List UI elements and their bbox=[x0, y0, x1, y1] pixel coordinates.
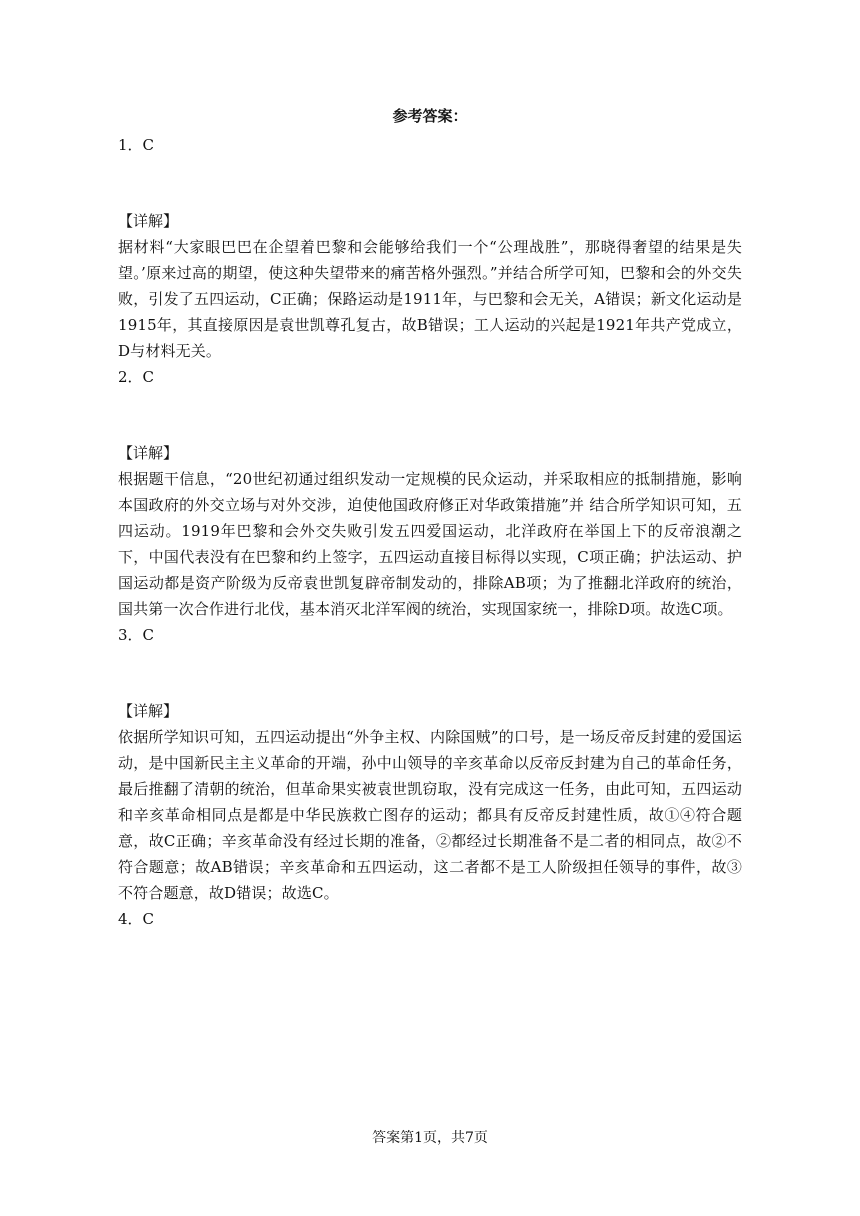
explanation-text-1: 据材料“大家眼巴巴在企望着巴黎和会能够给我们一个“公理战胜”，那晓得奢望的结果是失望。’原来过高的期望，使这种失望带来的痛苦格外强烈。”并结合所学可知，巴黎和会的外交失败，引发了五四运动，C正确；保路运动是1911年，与巴黎和会无关，A错误；新文化运动是1915年，其直接原因是袁世凯尊孔复古，故B错误；工人运动的兴起是1921年共产党成立，D与材料无关。 bbox=[118, 238, 742, 360]
explanation-label-1: 【详解】 bbox=[118, 212, 179, 230]
spacer bbox=[118, 390, 742, 440]
explanation-label-2: 【详解】 bbox=[118, 444, 179, 462]
answer-list bbox=[118, 132, 742, 932]
question-number-3: 3．C bbox=[118, 626, 155, 644]
page-title: 参考答案： bbox=[392, 107, 468, 125]
question-number-1: 1．C bbox=[118, 136, 155, 154]
explanation-text-3: 依据所学知识可知，五四运动提出“外争主权、内除国贼”的口号，是一场反帝反封建的爱国运动，是中国新民主主义革命的开端，孙中山领导的辛亥革命以反帝反封建为自己的革命任务，最后推翻了清朝的统治，但革命果实被袁世凯窃取，没有完成这一任务，由此可知，五四运动和辛亥革命相同点是都是中华民族救亡图存的运动；都具有反帝反封建性质，故①④符合题意，故C正确；辛亥革命没有经过长期的准备，②都经过长期准备不是二者的相同点，故②不符合题意；故AB错误；辛亥革命和五四运动，这二者都不是工人阶级担任领导的事件，故③不符合题意，故D错误；故选C。 bbox=[118, 728, 742, 902]
page-footer: 答案第1页，共7页 bbox=[372, 1130, 488, 1146]
question-number-2: 2．C bbox=[118, 368, 155, 386]
question-number-4: 4．C bbox=[118, 910, 155, 928]
spacer bbox=[118, 648, 742, 698]
explanation-text-2: 根据题干信息，“20世纪初通过组织发动一定规模的民众运动，并采取相应的抵制措施，影响本国政府的外交立场与对外交涉，迫使他国政府修正对华政策措施”并 结合所学知识可知，五四运动。1919年巴黎和会外交失败引发五四爱国运动，北洋政府在举国上下的反帝浪潮之下，中国代表没有在巴黎和约上签字，五四运动直接目标得以实现，C项正确；护法运动、护国运动都是资产阶级为反帝袁世凯复辟帝制发动的，排除AB项；为了推翻北洋政府的统治，国共第一次合作进行北伐，基本消灭北洋军阀的统治，实现国家统一，排除D项。故选C项。 bbox=[118, 470, 742, 618]
explanation-label-3: 【详解】 bbox=[118, 702, 179, 720]
spacer bbox=[118, 158, 742, 208]
